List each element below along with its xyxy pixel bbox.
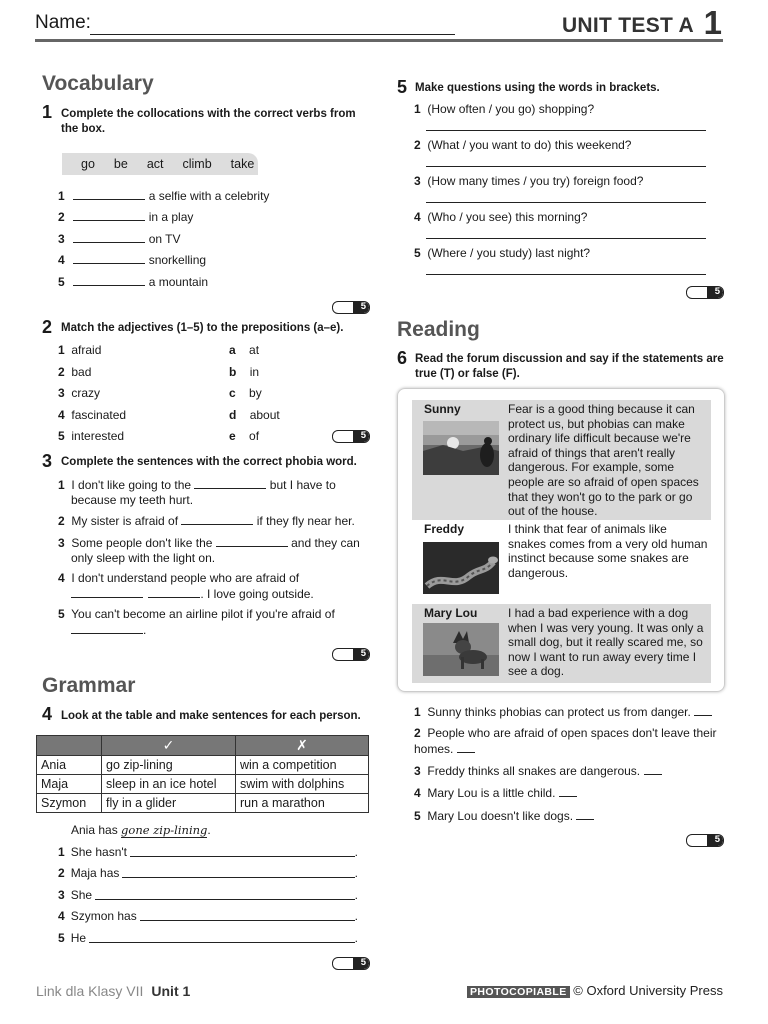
post-text: I think that fear of animals like snakes comes from a very old human instinct because some snakes are dangerous. (508, 522, 708, 580)
answer-line[interactable] (426, 238, 706, 239)
forum-discussion (397, 388, 725, 692)
answer-blank[interactable] (73, 209, 145, 221)
list-item: 5 You can't become an airline pilot if you're afraid of . (58, 607, 335, 637)
publisher-footer: PHOTOCOPIABLE © Oxford University Press (467, 983, 723, 998)
question-instruction: Complete the collocations with the correct verbs from the box. (61, 108, 356, 135)
score-box: 5 (332, 430, 370, 443)
answer-blank[interactable] (71, 586, 143, 598)
answer-blank[interactable] (71, 622, 143, 634)
list-item: 5 Mary Lou doesn't like dogs. (414, 808, 594, 824)
post-text: I had a bad experience with a dog when I was very young. It was only a small dog, but it really scared me, so now I want to run away every time I see a dog. (508, 606, 704, 679)
list-item: 5 interested (58, 429, 125, 443)
question-instruction: Complete the sentences with the correct phobia word. (61, 456, 357, 468)
list-item: 4 (Who / you see) this morning? (414, 210, 588, 224)
section-title-reading: Reading (397, 318, 480, 341)
answer-line[interactable] (426, 130, 706, 131)
list-item: 3 Some people don't like the and they can only sleep with the light on. (58, 536, 360, 565)
list-item: c by (229, 386, 262, 400)
answer-blank[interactable] (216, 535, 288, 547)
list-item: 2 People who are afraid of open spaces don't leave their homes. (414, 726, 717, 756)
section-title-vocabulary: Vocabulary (42, 72, 154, 95)
answer-line[interactable] (426, 274, 706, 275)
unit-number: 1 (703, 4, 722, 41)
answer-line[interactable] (426, 202, 706, 203)
list-item: 1 (How often / you go) shopping? (414, 102, 595, 116)
score-box: 5 (332, 648, 370, 661)
header-rule (35, 39, 723, 42)
list-item: 1 I don't like going to the but I have to because my teeth hurt. (58, 478, 336, 507)
list-item: 2 in a play (58, 210, 194, 224)
answer-blank[interactable] (73, 252, 145, 264)
answer-blank[interactable] (73, 274, 145, 286)
question-number: 5 (397, 77, 408, 97)
box-word: climb (182, 157, 212, 171)
forum-post (412, 400, 711, 520)
list-item: 3 Freddy thinks all snakes are dangerous. (414, 763, 662, 779)
list-item: 2 (What / you want to do) this weekend? (414, 138, 632, 152)
list-item: 4 snorkelling (58, 253, 207, 267)
answer-blank[interactable] (181, 513, 253, 525)
snake-photo (423, 542, 499, 594)
list-item: e of (229, 429, 260, 443)
answer-blank[interactable] (95, 888, 355, 900)
answer-blank[interactable] (559, 785, 577, 797)
answer-blank[interactable] (122, 866, 354, 878)
list-item: 3 (How many times / you try) foreign food? (414, 174, 644, 188)
question-instruction: Make questions using the words in brackets. (415, 82, 660, 94)
course-footer: Link dla Klasy VII Unit 1 (36, 983, 191, 999)
list-item: 3 crazy (58, 386, 101, 400)
example-sentence: Ania has gone zip-lining. (71, 823, 211, 837)
list-item: 1 afraid (58, 343, 102, 357)
question-number: 1 (42, 102, 53, 122)
list-item: 4 I don't understand people who are afraid of . I love going outside. (58, 571, 314, 601)
table-row: Ania go zip-lining win a competition (37, 756, 369, 775)
list-item: 1 a selfie with a celebrity (58, 189, 270, 203)
answer-blank[interactable] (140, 909, 355, 921)
question-number: 2 (42, 317, 53, 337)
answer-blank[interactable] (457, 741, 475, 753)
box-word: act (146, 157, 164, 171)
score-box: 5 (686, 286, 724, 299)
sunset-photo (423, 421, 499, 475)
question-instruction: Match the adjectives (1–5) to the prepositions (a–e). (61, 322, 344, 334)
list-item: 2 bad (58, 365, 92, 379)
list-item: d about (229, 408, 280, 422)
forum-post (412, 520, 711, 604)
question-number: 6 (397, 348, 408, 368)
answer-blank[interactable] (130, 845, 355, 857)
list-item: a at (229, 343, 260, 357)
answer-blank[interactable] (694, 704, 712, 716)
answer-blank[interactable] (89, 931, 355, 943)
post-text: Fear is a good thing because it can protect us, but phobias can make ordinary life difficult because we're afraid of things that aren't really dangerous. For example, some people are so afraid of open spaces that they won't go to the park or go out of the house. (508, 402, 699, 519)
name-label: Name: (35, 12, 91, 33)
box-word: take (230, 157, 255, 171)
list-item: b in (229, 365, 260, 379)
answer-blank[interactable] (194, 477, 266, 489)
list-item: 5 (Where / you study) last night? (414, 246, 591, 260)
cross-icon: ✗ (236, 736, 369, 756)
answer-line[interactable] (426, 166, 706, 167)
answer-blank[interactable] (73, 231, 145, 243)
box-word: go (81, 157, 95, 171)
section-title-grammar: Grammar (42, 674, 136, 697)
list-item: 5 a mountain (58, 275, 209, 289)
word-box (62, 153, 258, 175)
answer-blank[interactable] (644, 763, 662, 775)
photocopiable-badge: PHOTOCOPIABLE (467, 986, 570, 998)
table-row: Maja sleep in an ice hotel swim with dolphins (37, 775, 369, 794)
question-instruction: Look at the table and make sentences for each person. (61, 710, 361, 722)
post-author: Sunny (424, 402, 461, 416)
activity-table (36, 735, 369, 813)
answer-blank[interactable] (148, 586, 200, 598)
score-box: 5 (686, 834, 724, 847)
answer-blank[interactable] (73, 188, 145, 200)
question-number: 3 (42, 451, 53, 471)
forum-post (412, 604, 711, 683)
unit-title: UNIT TEST A (561, 14, 694, 37)
list-item: 2 Maja has . (58, 866, 358, 880)
list-item: 1 Sunny thinks phobias can protect us from danger. (414, 704, 712, 720)
post-author: Freddy (424, 522, 465, 536)
dog-photo (423, 623, 499, 676)
list-item: 3 on TV (58, 232, 181, 246)
score-box: 5 (332, 301, 370, 314)
post-author: Mary Lou (424, 606, 478, 620)
check-icon: ✓ (102, 736, 236, 756)
list-item: 4 Mary Lou is a little child. (414, 785, 577, 801)
box-word: be (113, 157, 128, 171)
score-box: 5 (332, 957, 370, 970)
table-row: Szymon fly in a glider run a marathon (37, 794, 369, 813)
name-field[interactable] (90, 34, 455, 35)
list-item: 4 Szymon has . (58, 909, 358, 923)
list-item: 5 He . (58, 931, 358, 945)
list-item: 4 fascinated (58, 408, 127, 422)
question-number: 4 (42, 704, 53, 724)
list-item: 2 My sister is afraid of if they fly near her. (58, 514, 355, 528)
list-item: 3 She . (58, 888, 358, 902)
question-instruction: Read the forum discussion and say if the statements are true (T) or false (F). (415, 353, 724, 380)
list-item: 1 She hasn't . (58, 845, 358, 859)
answer-blank[interactable] (576, 808, 594, 820)
